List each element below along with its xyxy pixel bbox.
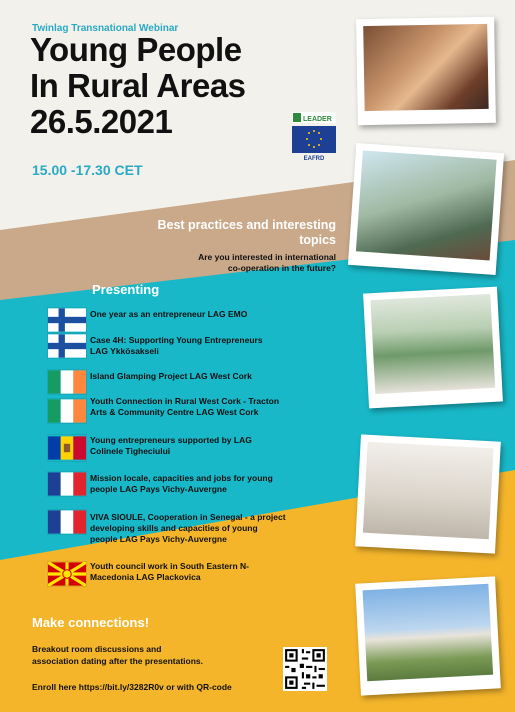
item-line: VIVA SIOULE, Cooperation in Senegal - a project [90, 512, 286, 522]
finland-flag-icon [48, 334, 86, 358]
item-line: Young entrepreneurs supported by LAG [90, 435, 252, 445]
item-line: people LAG Pays Vichy-Auvergne [90, 534, 227, 544]
presentation-item [90, 512, 300, 545]
item-line: Macedonia LAG Plackovica [90, 572, 201, 582]
item-line: Youth Connection in Rural West Cork - Tracton [90, 396, 280, 406]
eafrd-label: EAFRD [303, 156, 325, 162]
title-line: Young People [30, 31, 242, 68]
event-time: 15.00 -17.30 CET [32, 162, 143, 178]
presentation-item [90, 335, 300, 357]
photo-community-centre [355, 576, 501, 695]
photo-birds [348, 143, 504, 275]
item-line: Case 4H: Supporting Young Entrepreneurs [90, 335, 263, 345]
title-line: In Rural Areas [30, 67, 246, 104]
item-line: Arts & Community Centre LAG West Cork [90, 407, 259, 417]
photo-group-meeting [363, 287, 503, 409]
ireland-flag-icon [48, 370, 86, 394]
funding-logos [292, 112, 336, 162]
webinar-subtitle: Twinlag Transnational Webinar [32, 23, 179, 34]
best-line: Best practices and interesting [157, 218, 336, 232]
item-line: Colinele Tigheciului [90, 446, 171, 456]
item-line: developing skills and capacities of young [90, 523, 258, 533]
item-line: One year as an entrepreneur LAG EMO [90, 309, 248, 319]
breakout-line: Breakout room discussions and [32, 644, 162, 654]
make-connections-heading: Make connections! [32, 615, 150, 630]
best-practices-heading [140, 218, 336, 248]
item-line: Youth council work in South Eastern N- [90, 561, 249, 571]
presentation-item [90, 561, 300, 583]
photo-glamping-tent [355, 434, 501, 553]
france-flag-icon [48, 510, 86, 534]
presentation-item [90, 371, 300, 382]
presentation-item [90, 309, 300, 320]
item-line: Island Glamping Project LAG West Cork [90, 371, 252, 381]
item-line: Mission locale, capacities and jobs for young [90, 473, 273, 483]
best-line: topics [299, 233, 336, 247]
moldova-flag-icon [48, 435, 86, 461]
presenting-heading: Presenting [92, 282, 160, 297]
question-line: Are you interested in international [198, 252, 336, 262]
breakout-line: association dating after the presentations. [32, 656, 203, 666]
item-line: people LAG Pays Vichy-Auvergne [90, 484, 227, 494]
enroll-link[interactable]: Enroll here https://bit.ly/3282R0v or with QR-code [32, 682, 232, 692]
cooperation-question [160, 252, 336, 274]
leader-logo-icon [293, 113, 301, 122]
question-line: co-operation in the future? [227, 263, 336, 273]
finland-flag-icon [48, 308, 86, 332]
france-flag-icon [48, 472, 86, 496]
ireland-flag-icon [48, 399, 86, 423]
photo-hands [356, 17, 496, 125]
breakout-text [32, 643, 252, 667]
page-title [30, 32, 246, 140]
item-line: LAG Ykkösakseli [90, 346, 159, 356]
presentation-item [90, 473, 300, 495]
title-date: 26.5.2021 [30, 103, 173, 140]
qr-code-icon[interactable] [283, 647, 327, 691]
north-macedonia-flag-icon [48, 562, 86, 586]
leader-label: LEADER [303, 116, 332, 123]
presentation-item [90, 396, 300, 418]
presentation-item [90, 435, 300, 457]
